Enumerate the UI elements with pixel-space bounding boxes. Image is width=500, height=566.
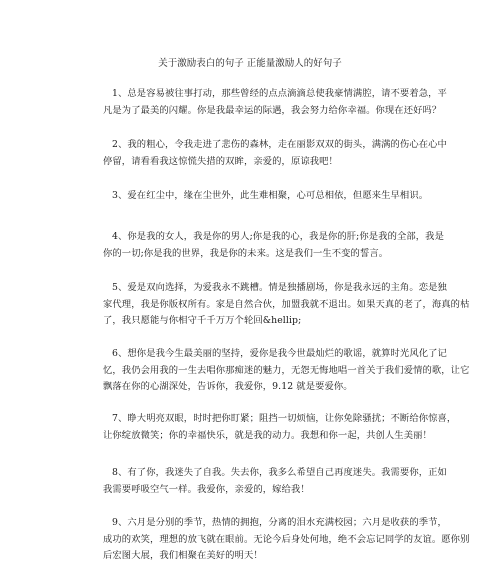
paragraph-9 (103, 515, 470, 565)
paragraph-1 (103, 86, 447, 119)
paragraph-line: 7、睁大明亮双眼，时时把你盯紧；阻挡一切烦恼，让你免除骚扰；不断给你惊喜， (112, 413, 457, 424)
paragraph-line: 1、总是容易被往事打动，那些曾经的点点滴滴总使我豪情满腔，请不要着急，平 (112, 88, 447, 99)
paragraph-line: 2、我的粗心，令我走进了悲伤的森林，走在丽影双双的街头，满满的伤心在心中 (112, 139, 447, 150)
paragraph-6 (103, 346, 470, 396)
paragraph-line: 了，我只愿能与你相守千千万万个轮回&hellip; (103, 315, 302, 326)
paragraph-line: 凡是为了最美的闪耀。你是我最幸运的际遇，我会努力给你幸福。你现在还好吗？ (103, 104, 442, 116)
paragraph-line: 停留，请看看我这惊慌失措的双眸，亲爱的，原谅我吧！ (103, 155, 338, 167)
paragraph-line: 8、有了你，我迷失了自我。失去你，我多么希望自己再度迷失。我需要你，正如 (112, 467, 447, 478)
paragraph-line: 你的一切;你是我的世界，我是你的未来。这是我们一生不变的誓言。 (103, 247, 389, 259)
document-title: 关于激励表白的句子 正能量激励人的好句子 (158, 58, 342, 69)
paragraph-4 (103, 229, 444, 262)
paragraph-7 (103, 411, 457, 444)
paragraph-line: 让你绽放微笑；你的幸福快乐，就是我的动力。我想和你一起，共创人生美丽！ (103, 429, 432, 441)
paragraph-line: 后宏图大展，我们相聚在美好的明天！ (103, 550, 263, 561)
paragraph-line: 成功的欢笑，理想的放飞就在眼前。无论今后身处何地，绝不会忘记同学的友谊。愿你别 (103, 533, 470, 545)
paragraph-line: 家代理，我是你版权所有。家是自然合伙，加盟我就不退出。如果天真的老了，海真的枯 (103, 298, 470, 310)
paragraph-line: 4、你是我的女人，我是你的男人;你是我的心，我是你的肝;你是我的全部，我是 (112, 231, 444, 242)
paragraph-line: 9、六月是分别的季节，热情的拥抱，分离的泪水充满校园；六月是收获的季节， (112, 517, 447, 528)
paragraph-3 (103, 188, 429, 205)
paragraph-8 (103, 465, 447, 498)
paragraph-5 (103, 280, 470, 330)
paragraph-2 (103, 137, 447, 170)
paragraph-line: 我需要呼吸空气一样。我爱你，亲爱的，嫁给我！ (103, 483, 310, 495)
paragraph-line: 飘落在你的心湖深处，告诉你，我爱你，9.12 就是要爱你。 (103, 381, 353, 392)
paragraph-line: 3、爱在红尘中，缘在尘世外，此生难相聚，心可总相依，但愿来生早相识。 (112, 190, 429, 201)
paragraph-line: 忆，我仍会用我的一生去唱你那痴迷的魅力，无怨无悔地唱一首关于我们爱情的歌，让它 (103, 364, 470, 376)
paragraph-line: 5、爱是双向选择，为爱我永不跳槽。情是独播剧场，你是我永远的主角。恋是独 (112, 282, 447, 293)
paragraph-line: 6、想你是我今生最美丽的坚持，爱你是我今世最灿烂的歌谣，就算时光风化了记 (112, 348, 447, 359)
